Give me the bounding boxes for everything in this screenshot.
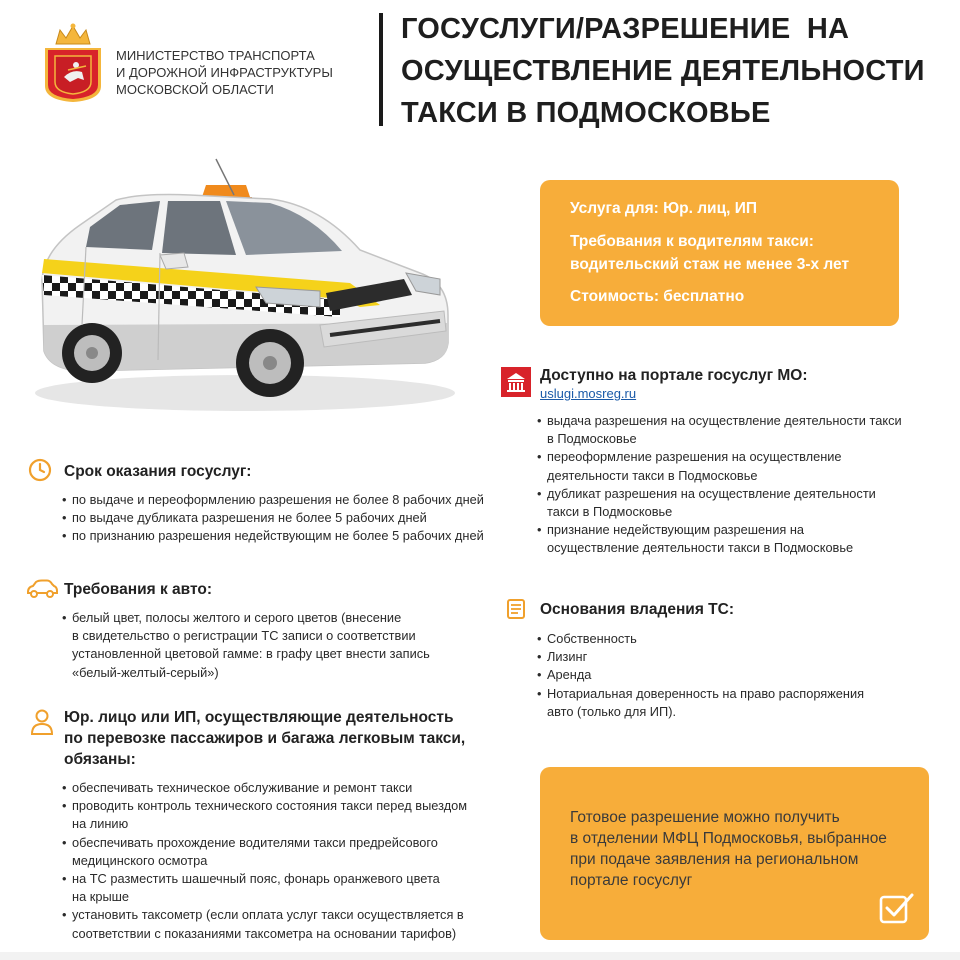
list-item: • обеспечивать техническое обслуживание и ремонт такси [62, 779, 467, 797]
driver-requirements-value: водительский стаж не менее 3-х лет [570, 256, 850, 273]
ministry-line: И ДОРОЖНОЙ ИНФРАСТРУКТУРЫ [116, 65, 333, 80]
list-item: • Нотариальная доверенность на право распоряжения авто (только для ИП). [537, 685, 864, 721]
service-cost: Стоимость: бесплатно [570, 288, 745, 305]
ready-permit-text: Готовое разрешение можно получить в отделении МФЦ Подмосковья, выбранное при подаче заявления на региональном портале госуслуг [570, 809, 887, 889]
list-item: • установить таксометр (если оплата услуг такси осуществляется в соответствии с показаниями таксометра на основании тарифов) [62, 906, 467, 942]
list-item: • Собственность [537, 630, 864, 648]
ministry-line: МИНИСТЕРСТВО ТРАНСПОРТА [116, 48, 315, 63]
ministry-name [116, 47, 333, 98]
moscow-oblast-emblem-icon [42, 22, 104, 104]
list-item: • дубликат разрешения на осуществление деятельности такси в Подмосковье [537, 485, 902, 521]
terms-title: Срок оказания госуслуг: [64, 463, 252, 480]
car-icon [25, 579, 59, 599]
list-item: • признание недействующим разрешения на осуществление деятельности такси в Подмосковье [537, 521, 902, 557]
list-item: • обеспечивать прохождение водителями такси предрейсового медицинского осмотра [62, 834, 467, 870]
ownership-list [537, 630, 864, 721]
list-item: • по выдаче дубликата разрешения не более 5 рабочих дней [62, 509, 484, 527]
list-item: • по выдаче и переоформлению разрешения не более 8 рабочих дней [62, 491, 484, 509]
list-item: • выдача разрешения на осуществление деятельности такси в Подмосковье [537, 412, 902, 448]
checkbox-check-icon [879, 892, 915, 924]
portal-services-list [537, 412, 902, 558]
obligations-list [62, 779, 467, 943]
auto-requirements-title: Требования к авто: [64, 581, 213, 598]
header-divider [379, 13, 383, 126]
auto-requirements-list [62, 609, 430, 682]
taxi-car-illustration [20, 155, 460, 425]
person-icon [30, 708, 54, 736]
page-title [401, 8, 925, 134]
list-item: • Лизинг [537, 648, 864, 666]
terms-list [62, 491, 484, 546]
obligations-title: Юр. лицо или ИП, осуществляющие деятельность по перевозке пассажиров и багажа легковым такси, обязаны: [64, 709, 466, 768]
ownership-title: Основания владения ТС: [540, 601, 735, 618]
ministry-line: МОСКОВСКОЙ ОБЛАСТИ [116, 82, 274, 97]
list-item: • проводить контроль технического состояния такси перед выездом на линию [62, 797, 467, 833]
list-item: • по признанию разрешения недействующим не более 5 рабочих дней [62, 527, 484, 545]
list-item: • переоформление разрешения на осуществление деятельности такси в Подмосковье [537, 448, 902, 484]
service-for: Услуга для: Юр. лиц, ИП [570, 200, 757, 217]
clock-icon [27, 457, 53, 483]
bottom-strip [0, 952, 960, 960]
title-line: ТАКСИ В ПОДМОСКОВЬЕ [401, 97, 771, 129]
list-item: • белый цвет, полосы желтого и серого цветов (внесение в свидетельство о регистрации ТС записи о соответствии установленной цветовой гамме: в графу цвет внести запись «белый-желтый-серый») [62, 609, 430, 682]
service-info-box [540, 180, 899, 326]
driver-requirements-title: Требования к водителям такси: [570, 233, 814, 250]
ready-permit-box [540, 767, 929, 940]
portal-link[interactable]: uslugi.mosreg.ru [540, 386, 637, 401]
portal-title: Доступно на портале госуслуг МО: [540, 367, 808, 384]
title-line: ГОСУСЛУГИ/РАЗРЕШЕНИЕ НА [401, 13, 850, 45]
list-item: • Аренда [537, 666, 864, 684]
document-icon [505, 598, 527, 620]
government-building-icon [501, 367, 531, 397]
list-item: • на ТС разместить шашечный пояс, фонарь оранжевого цвета на крыше [62, 870, 467, 906]
title-line: ОСУЩЕСТВЛЕНИЕ ДЕЯТЕЛЬНОСТИ [401, 55, 925, 87]
